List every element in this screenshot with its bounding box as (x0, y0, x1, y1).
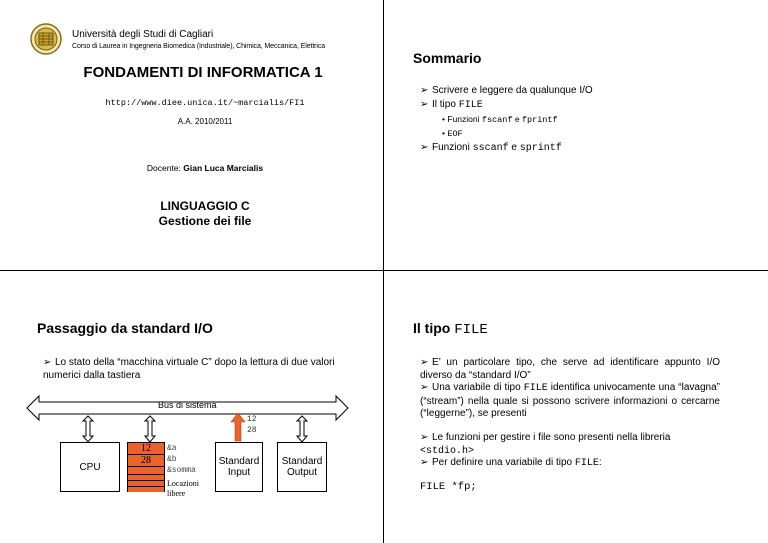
slide-title: Sommario (413, 50, 482, 66)
memory-cell (128, 487, 164, 492)
slide-title: Passaggio da standard I/O (37, 320, 213, 336)
university-seal-icon (30, 22, 62, 56)
docente-label: Docente: (146, 163, 184, 173)
dot-bullet-icon: • (442, 114, 448, 124)
slide-title: Il tipo FILE (413, 320, 488, 338)
arrow-value: 28 (247, 426, 257, 435)
memory-label: &a (167, 444, 177, 453)
list-item: ➢ Le funzioni per gestire i file sono presenti nella libreria <stdio.h> (420, 432, 671, 457)
sub-list-item: • EOF (442, 128, 463, 139)
docente-line (60, 163, 350, 173)
cpu-box: CPU (60, 442, 120, 492)
standard-output-box: Standard Output (277, 442, 327, 492)
list-item: ➢ Per definire una variabile di tipo FILE: (420, 457, 602, 469)
standard-input-box: Standard Input (215, 442, 263, 492)
horizontal-divider (0, 270, 768, 271)
list-item: ➢ E’ un particolare tipo, che serve ad identificare appunto I/O diverso da “standard I/O” (420, 357, 720, 381)
memory-block (127, 442, 165, 492)
list-item: ➢ Funzioni sscanf e sprintf (420, 142, 562, 154)
arrow-bullet-icon: ➢ (420, 357, 429, 368)
arrow-bullet-icon: ➢ (420, 142, 429, 153)
sub-list-item: • Funzioni fscanf e fprintf (442, 114, 558, 125)
subtitle-language: LINGUAGGIO C (160, 199, 250, 213)
docente-name: Gian Luca Marcialis (183, 163, 264, 173)
vertical-divider (383, 0, 384, 543)
list-item: ➢ Una variabile di tipo FILE identifica univocamente una “lavagna” (“stream”) nella quale si possono scrivere informazioni o cercarne (“leggerne”), se presenti (420, 382, 720, 419)
academic-year: A.A. 2010/2011 (177, 117, 233, 126)
course-name: Corso di Laurea in Ingegneria Biomedica (Industriale), Chimica, Meccanica, Elettrica (72, 43, 326, 50)
memory-label: &somma (167, 466, 196, 475)
arrow-bullet-icon: ➢ (420, 85, 429, 96)
page-title: FONDAMENTI DI INFORMATICA 1 (83, 64, 323, 81)
memory-cell: 28 (128, 455, 164, 467)
subtitle-topic: Gestione dei file (158, 214, 252, 228)
list-item: ➢ Il tipo FILE (420, 99, 483, 111)
free-locations-label: Locazioni (167, 479, 199, 488)
bus-label: Bus di sistema (158, 400, 217, 410)
arrow-bullet-icon: ➢ (420, 432, 429, 443)
dot-bullet-icon: • (442, 128, 448, 138)
arrow-bullet-icon: ➢ (420, 457, 429, 468)
bus-connectors (80, 414, 320, 444)
university-name: Università degli Studi di Cagliari (72, 29, 214, 40)
list-item: ➢ Scrivere e leggere da qualunque I/O (420, 85, 593, 96)
arrow-bullet-icon: ➢ (43, 357, 52, 368)
input-data-arrow (230, 412, 246, 442)
memory-cell: 12 (128, 443, 164, 455)
memory-cell (128, 467, 164, 475)
arrow-bullet-icon: ➢ (420, 382, 429, 393)
free-locations-label: libere (167, 489, 186, 498)
list-item: ➢ Lo stato della “macchina virtuale C” dopo la lettura di due valori numerici dalla tastiera (43, 357, 335, 381)
arrow-bullet-icon: ➢ (420, 99, 429, 110)
arrow-value: 12 (247, 415, 257, 424)
memory-label: &b (167, 455, 177, 464)
code-sample: FILE *fp; (420, 481, 477, 493)
course-url: http://www.diee.unica.it/~marcialis/FI1 (105, 98, 305, 108)
